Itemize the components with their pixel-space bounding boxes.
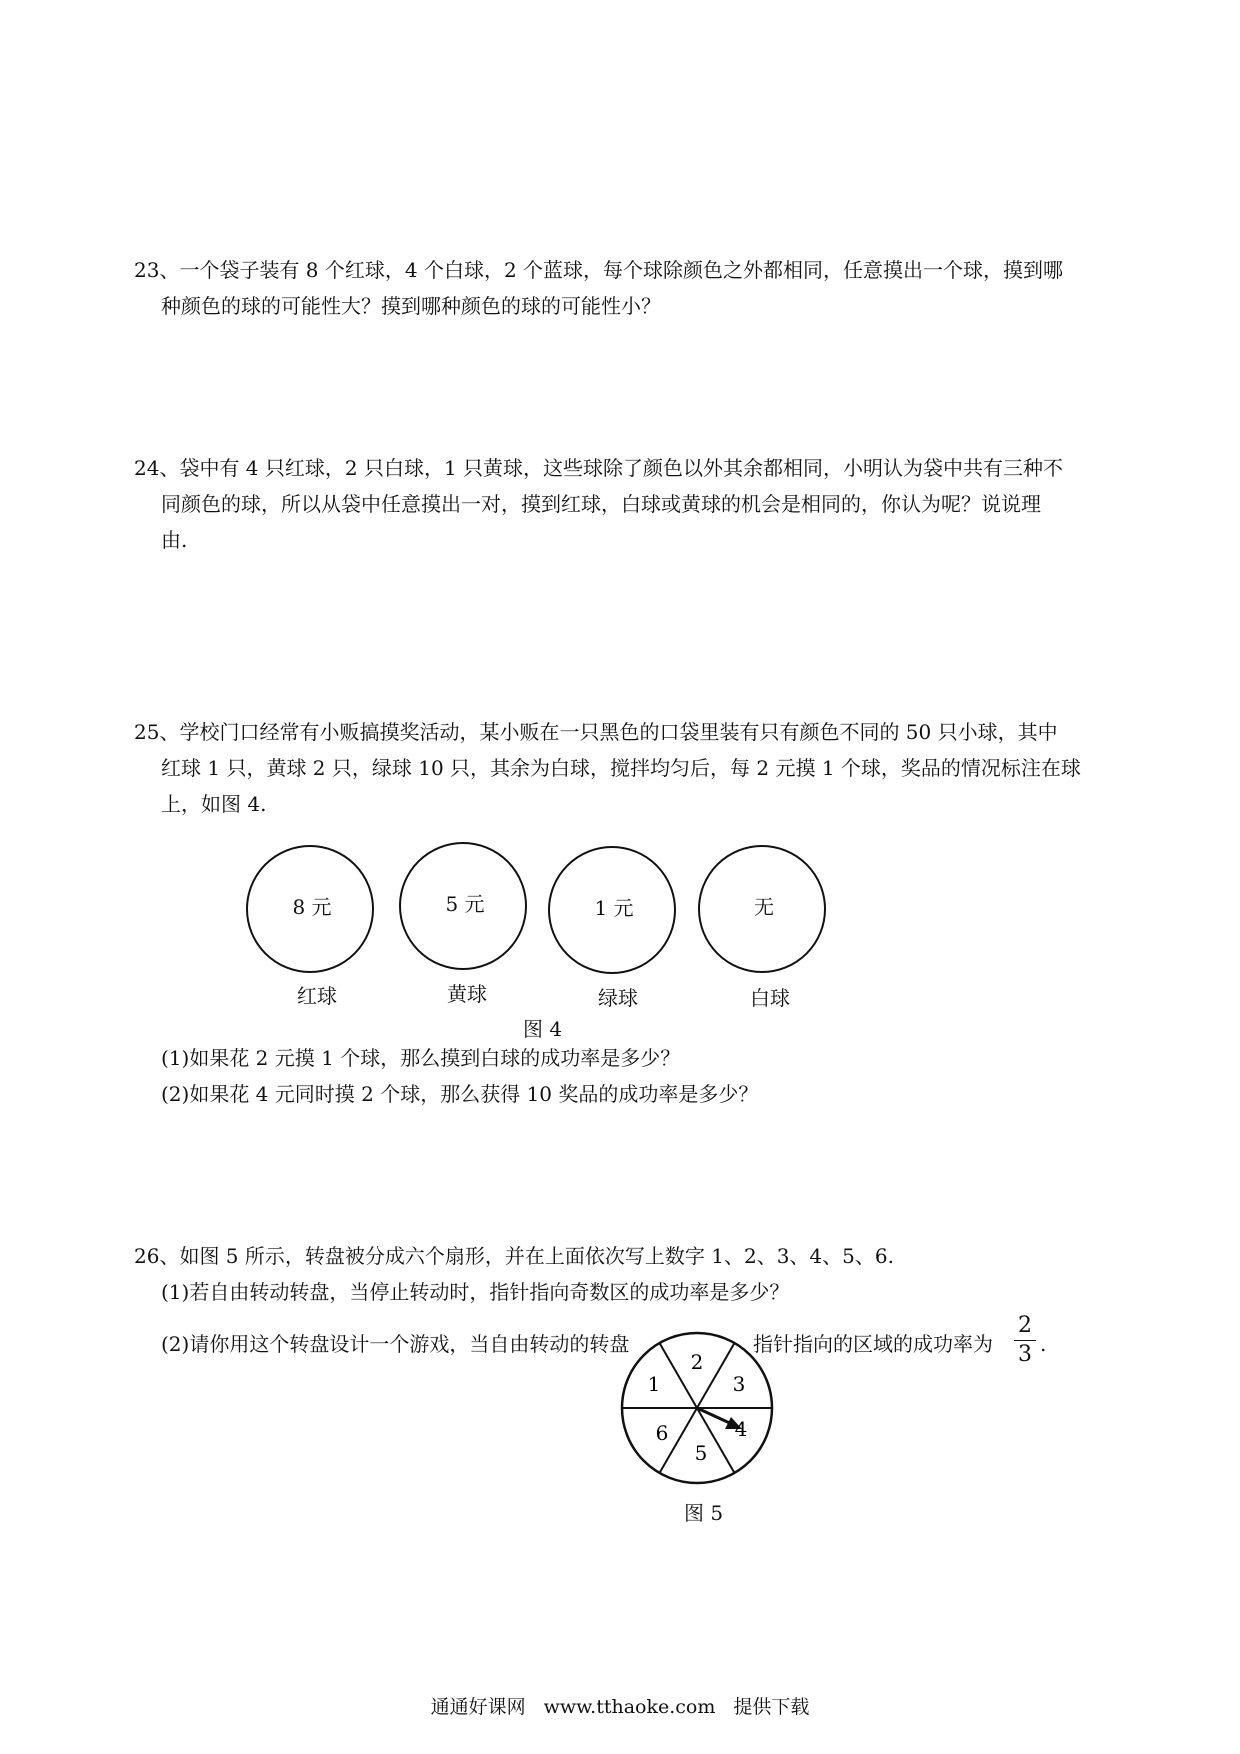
spinner-number-1: 1 bbox=[647, 1372, 661, 1396]
ball-red-name: 红球 bbox=[297, 984, 337, 1008]
question-23-line-2: 种颜色的球的可能性大？摸到哪种颜色的球的可能性小？ bbox=[161, 294, 661, 318]
question-25-line-3: 上，如图 4. bbox=[161, 792, 267, 816]
spinner-number-6: 6 bbox=[655, 1421, 669, 1445]
question-26-sub-1: (1)若自由转动转盘，当停止转动时，指针指向奇数区的成功率是多少？ bbox=[161, 1280, 790, 1304]
fraction-numerator: 2 bbox=[1014, 1312, 1036, 1341]
ball-white-prize: 无 bbox=[754, 895, 774, 919]
spinner-number-2: 2 bbox=[690, 1350, 704, 1374]
spinner-number-3: 3 bbox=[732, 1372, 746, 1396]
question-24-line-3: 由. bbox=[161, 528, 188, 552]
question-26-sub-2-start: (2)请你用这个转盘设计一个游戏，当自由转动的转盘 bbox=[161, 1332, 630, 1356]
question-24-line-2: 同颜色的球，所以从袋中任意摸出一对，摸到红球，白球或黄球的机会是相同的，你认为呢？说说理 bbox=[161, 492, 1041, 516]
figure-4-caption: 图 4 bbox=[523, 1017, 563, 1041]
ball-red-prize: 8 元 bbox=[292, 895, 332, 919]
ball-yellow-prize: 5 元 bbox=[445, 892, 485, 916]
question-25-sub-2: (2)如果花 4 元同时摸 2 个球，那么获得 10 奖品的成功率是多少？ bbox=[161, 1082, 759, 1106]
question-26-sub-2-period: . bbox=[1040, 1332, 1047, 1356]
page-footer bbox=[0, 1692, 1240, 1719]
question-26-line-1: 26、如图 5 所示，转盘被分成六个扇形，并在上面依次写上数字 1、2、3、4、5、6. bbox=[134, 1244, 894, 1268]
question-23-line-1: 23、一个袋子装有 8 个红球，4 个白球，2 个蓝球，每个球除颜色之外都相同，任意摸出一个球，摸到哪 bbox=[134, 258, 1064, 282]
ball-green-prize: 1 元 bbox=[594, 896, 634, 920]
question-26-sub-2-end: 指针指向的区域的成功率为 bbox=[753, 1332, 993, 1356]
ball-green-name: 绿球 bbox=[598, 986, 638, 1010]
spinner-number-4: 4 bbox=[734, 1417, 748, 1441]
ball-yellow-name: 黄球 bbox=[447, 982, 487, 1006]
figure-5-spinner bbox=[612, 1323, 782, 1493]
question-25-sub-1: (1)如果花 2 元摸 1 个球，那么摸到白球的成功率是多少？ bbox=[161, 1046, 681, 1070]
question-24-line-1: 24、袋中有 4 只红球，2 只白球，1 只黄球，这些球除了颜色以外其余都相同，小明认为袋中共有三种不 bbox=[134, 456, 1064, 480]
ball-green bbox=[548, 846, 676, 974]
ball-red bbox=[246, 845, 374, 973]
footer-url: www.tthaoke.com bbox=[543, 1696, 716, 1718]
question-25-line-2: 红球 1 只，黄球 2 只，绿球 10 只，其余为白球，搅拌均匀后，每 2 元摸 1 个球，奖品的情况标注在球 bbox=[161, 756, 1081, 780]
fraction-two-thirds bbox=[1014, 1312, 1036, 1369]
figure-5-caption: 图 5 bbox=[684, 1501, 724, 1525]
ball-white-name: 白球 bbox=[750, 986, 790, 1010]
spinner-number-5: 5 bbox=[694, 1441, 708, 1465]
ball-yellow bbox=[399, 842, 527, 970]
question-25-line-1: 25、学校门口经常有小贩搞摸奖活动，某小贩在一只黑色的口袋里装有只有颜色不同的 50 只小球，其中 bbox=[134, 720, 1058, 744]
ball-white bbox=[698, 845, 826, 973]
footer-site-name: 通通好课网 bbox=[430, 1696, 526, 1718]
footer-suffix: 提供下载 bbox=[733, 1696, 810, 1718]
fraction-denominator: 3 bbox=[1018, 1342, 1032, 1367]
